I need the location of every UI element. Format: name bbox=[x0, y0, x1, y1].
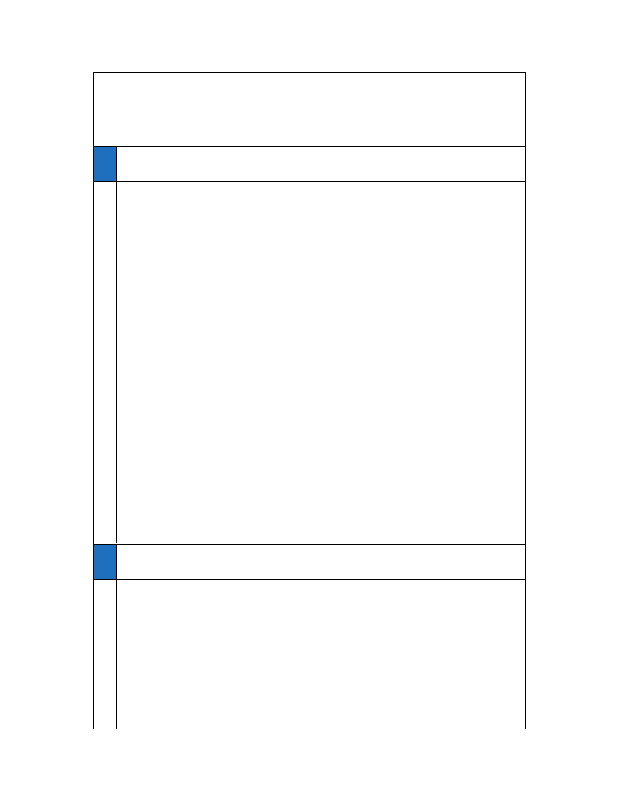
column-divider bbox=[116, 146, 117, 543]
section-marker bbox=[94, 147, 116, 181]
inventory-frame bbox=[93, 72, 526, 729]
column-divider bbox=[116, 544, 117, 729]
section-marker bbox=[94, 545, 116, 579]
section-heading bbox=[122, 550, 128, 570]
section-second-step-header bbox=[94, 146, 525, 182]
section-mathematizing-header bbox=[94, 544, 525, 580]
section-heading bbox=[122, 152, 128, 172]
